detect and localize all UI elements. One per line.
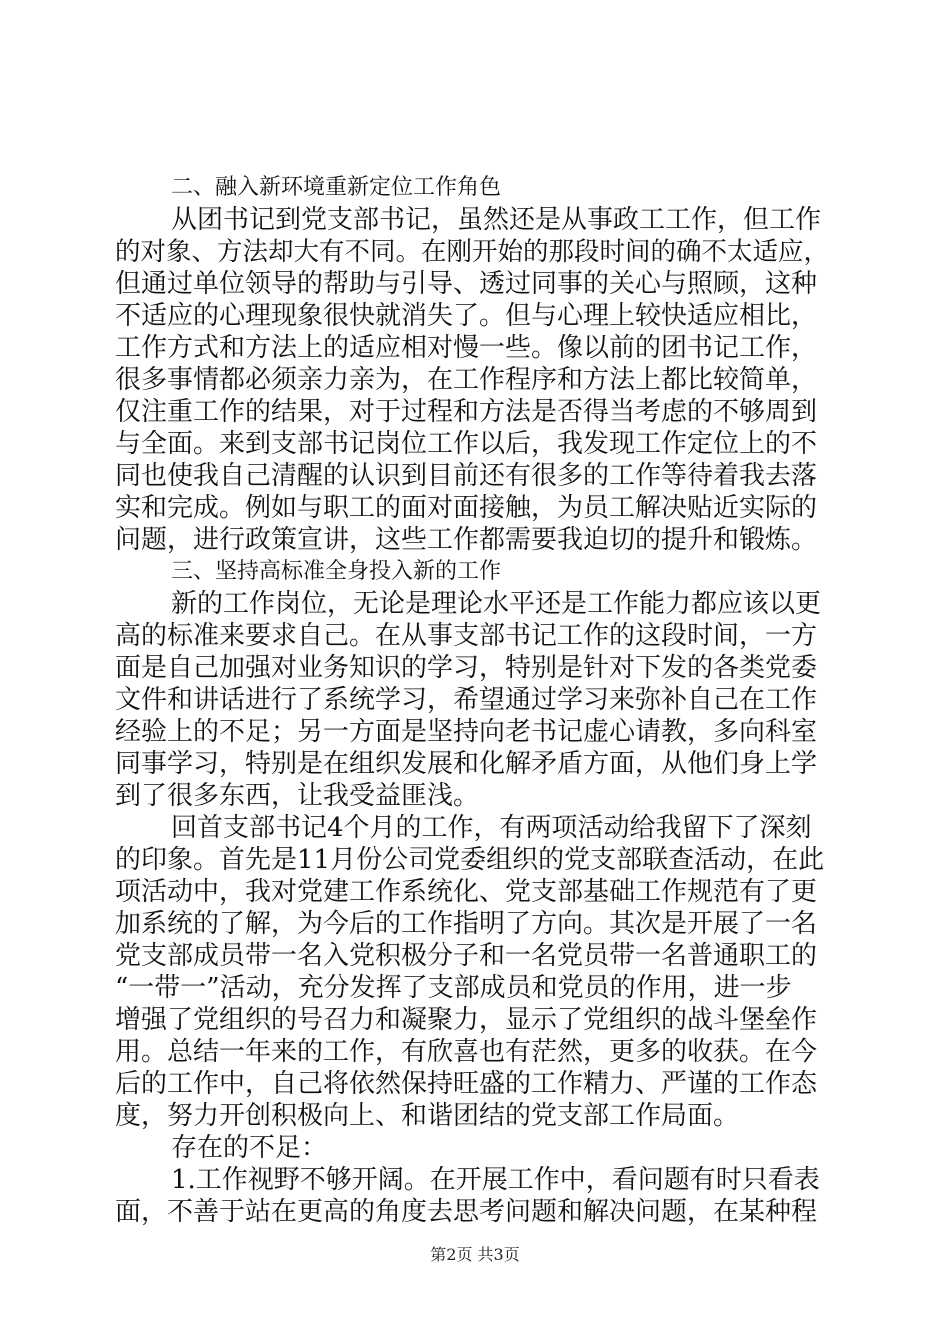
- text-line: 不适应的心理现象很快就消失了。但与心理上较快适应相比，: [115, 301, 818, 331]
- document-body: [115, 172, 837, 1228]
- text-line: 文件和讲话进行了系统学习，希望通过学习来弥补自己在工作: [115, 685, 818, 715]
- text-line: 仅注重工作的结果，对于过程和方法是否得当考虑的不够周到: [115, 397, 818, 427]
- text-line: 面是自己加强对业务知识的学习，特别是针对下发的各类党委: [115, 653, 818, 683]
- text-line: 但通过单位领导的帮助与引导、透过同事的关心与照顾，这种: [115, 269, 818, 299]
- text-line: 经验上的不足；另一方面是坚持向老书记虚心请教，多向科室: [115, 717, 818, 747]
- text-line: 同事学习，特别是在组织发展和化解矛盾方面，从他们身上学: [115, 749, 818, 779]
- text-line: 度，努力开创积极向上、和谐团结的党支部工作局面。: [115, 1101, 740, 1131]
- section-heading: 三、坚持高标准全身投入新的工作: [171, 559, 502, 584]
- text-line: 新的工作岗位，无论是理论水平还是工作能力都应该以更: [171, 589, 822, 619]
- text-line: 问题，进行政策宣讲，这些工作都需要我迫切的提升和锻炼。: [115, 525, 818, 555]
- text-line: 与全面。来到支部书记岗位工作以后，我发现工作定位上的不: [115, 429, 818, 459]
- text-line: 从团书记到党支部书记，虽然还是从事政工工作，但工作: [171, 205, 822, 235]
- text-line: 1.工作视野不够开阔。在开展工作中，看问题有时只看表: [171, 1165, 820, 1195]
- text-line: 增强了党组织的号召力和凝聚力，显示了党组织的战斗堡垒作: [115, 1005, 818, 1035]
- text-line: 存在的不足：: [171, 1133, 328, 1163]
- text-line: 同也使我自己清醒的认识到目前还有很多的工作等待着我去落: [115, 461, 818, 491]
- text-line: 到了很多东西，让我受益匪浅。: [115, 781, 480, 811]
- text-line: 党支部成员带一名入党积极分子和一名党员带一名普通职工的: [115, 941, 818, 971]
- text-line: “一带一”活动，充分发挥了支部成员和党员的作用，进一步: [115, 973, 792, 1003]
- text-line: 回首支部书记4个月的工作，有两项活动给我留下了深刻: [171, 813, 812, 843]
- text-line: 实和完成。例如与职工的面对面接触，为员工解决贴近实际的: [115, 493, 818, 523]
- text-line: 后的工作中，自己将依然保持旺盛的工作精力、严谨的工作态: [115, 1069, 818, 1099]
- page-footer: 第2页 共3页: [430, 1245, 520, 1264]
- text-line: 的印象。首先是11月份公司党委组织的党支部联查活动，在此: [115, 845, 825, 875]
- text-line: 项活动中，我对党建工作系统化、党支部基础工作规范有了更: [115, 877, 818, 907]
- section-heading: 二、融入新环境重新定位工作角色: [171, 175, 502, 200]
- text-line: 加系统的了解，为今后的工作指明了方向。其次是开展了一名: [115, 909, 818, 939]
- text-line: 工作方式和方法上的适应相对慢一些。像以前的团书记工作，: [115, 333, 818, 363]
- text-line: 很多事情都必须亲力亲为，在工作程序和方法上都比较简单，: [115, 365, 818, 395]
- text-line: 的对象、方法却大有不同。在刚开始的那段时间的确不太适应，: [115, 237, 830, 267]
- text-line: 用。总结一年来的工作，有欣喜也有茫然，更多的收获。在今: [115, 1037, 818, 1067]
- text-line: 高的标准来要求自己。在从事支部书记工作的这段时间，一方: [115, 621, 818, 651]
- text-line: 面，不善于站在更高的角度去思考问题和解决问题，在某种程: [115, 1197, 818, 1227]
